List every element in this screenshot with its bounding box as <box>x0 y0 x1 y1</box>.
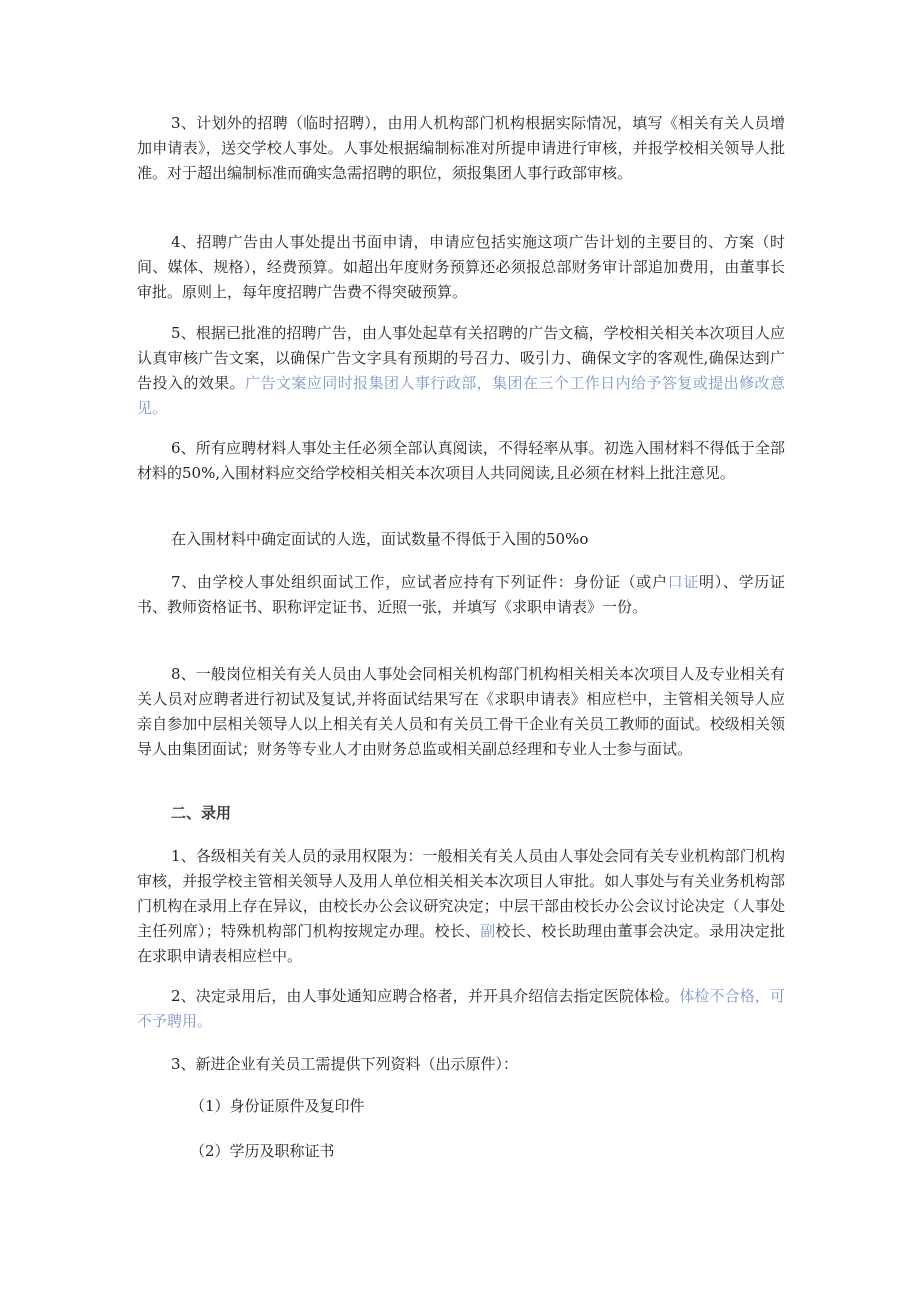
paragraph-unplanned-recruitment: 3、计划外的招聘（临时招聘），由用人机构部门机构根据实际情况，填写《相关有关人员增加申请表》，送交学校人事处。人事处根据编制标准对所提申请进行审核，并报学校相关领导人批准。对于超出编制标准而确实急需招聘的职位，须报集团人事行政部审核。 <box>137 114 785 182</box>
paragraph-ad-copy: 5、根据已批准的招聘广告，由人事处起草有关招聘的广告文稿，学校相关相关本次项目人应认真审核广告文案，以确保广告文字具有预期的号召力、吸引力、确保文字的客观性,确保达到广告投入的效果。广告文案应同时报集团人事行政部，集团在三个工作日内给予答复或提出修改意见。 <box>137 324 785 417</box>
paragraph-recruitment-ad-application: 4、招聘广告由人事处提出书面申请，申请应包括实施这项广告计划的主要目的、方案（时间、媒体、规格），经费预算。如超出年度财务预算还必须报总部财务审计部追加费用，由董事长审批。原则上，每年度招聘广告费不得突破预算。 <box>137 233 785 301</box>
paragraph-required-documents: 3、新进企业有关员工需提供下列资料（出示原件）： <box>171 1055 519 1073</box>
paragraph-medical-exam: 2、决定录用后，由人事处通知应聘合格者，并开具介绍信去指定医院体检。体检不合格，可不予聘用。 <box>137 987 785 1030</box>
paragraph-interview-process: 8、一般岗位相关有关人员由人事处会同相关机构部门机构相关相关本次项目人及专业相关有关人员对应聘者进行初试及复试,并将面试结果写在《求职申请表》相应栏中，主管相关领导人应亲自参加中层相关领导人以上相关有关人员和有关员工骨干企业有关员工教师的面试。校级相关领导人由集团面试；财务等专业人才由财务总监或相关副总经理和专业人士参与面试。 <box>137 665 785 758</box>
list-item-id-card: （1）身份证原件及复印件 <box>190 1097 365 1115</box>
list-item-education-certificate: （2）学历及职称证书 <box>190 1142 335 1160</box>
paragraph-interview-ratio: 在入围材料中确定面试的人选，面试数量不得低于入围的50%o <box>171 530 589 548</box>
section-heading-hiring: 二、录用 <box>171 804 232 822</box>
paragraph-application-materials: 6、所有应聘材料人事处主任必须全部认真阅读，不得轻率从事。初选入围材料不得低于全部材料的50%,入围材料应交给学校相关相关本次项目人共同阅读,且必须在材料上批注意见。 <box>137 439 785 482</box>
paragraph-hiring-authority: 1、各级相关有关人员的录用权限为：一般相关有关人员由人事处会同有关专业机构部门机构审核，并报学校主管相关领导人及用人单位相关相关本次项目人审批。如人事处与有关业务机构部门机构在录用上存在异议，由校长办公会议研究决定；中层干部由校长办公会议讨论决定（人事处主任列席）；特殊机构部门机构按规定办理。校长、副校长、校长助理由董事会决定。录用决定批在求职申请表相应栏中。 <box>137 847 785 965</box>
paragraph-required-certificates: 7、由学校人事处组织面试工作，应试者应持有下列证件：身份证（或户口证明）、学历证书、教师资格证书、职称评定证书、近照一张，并填写《求职申请表》一份。 <box>137 573 785 616</box>
